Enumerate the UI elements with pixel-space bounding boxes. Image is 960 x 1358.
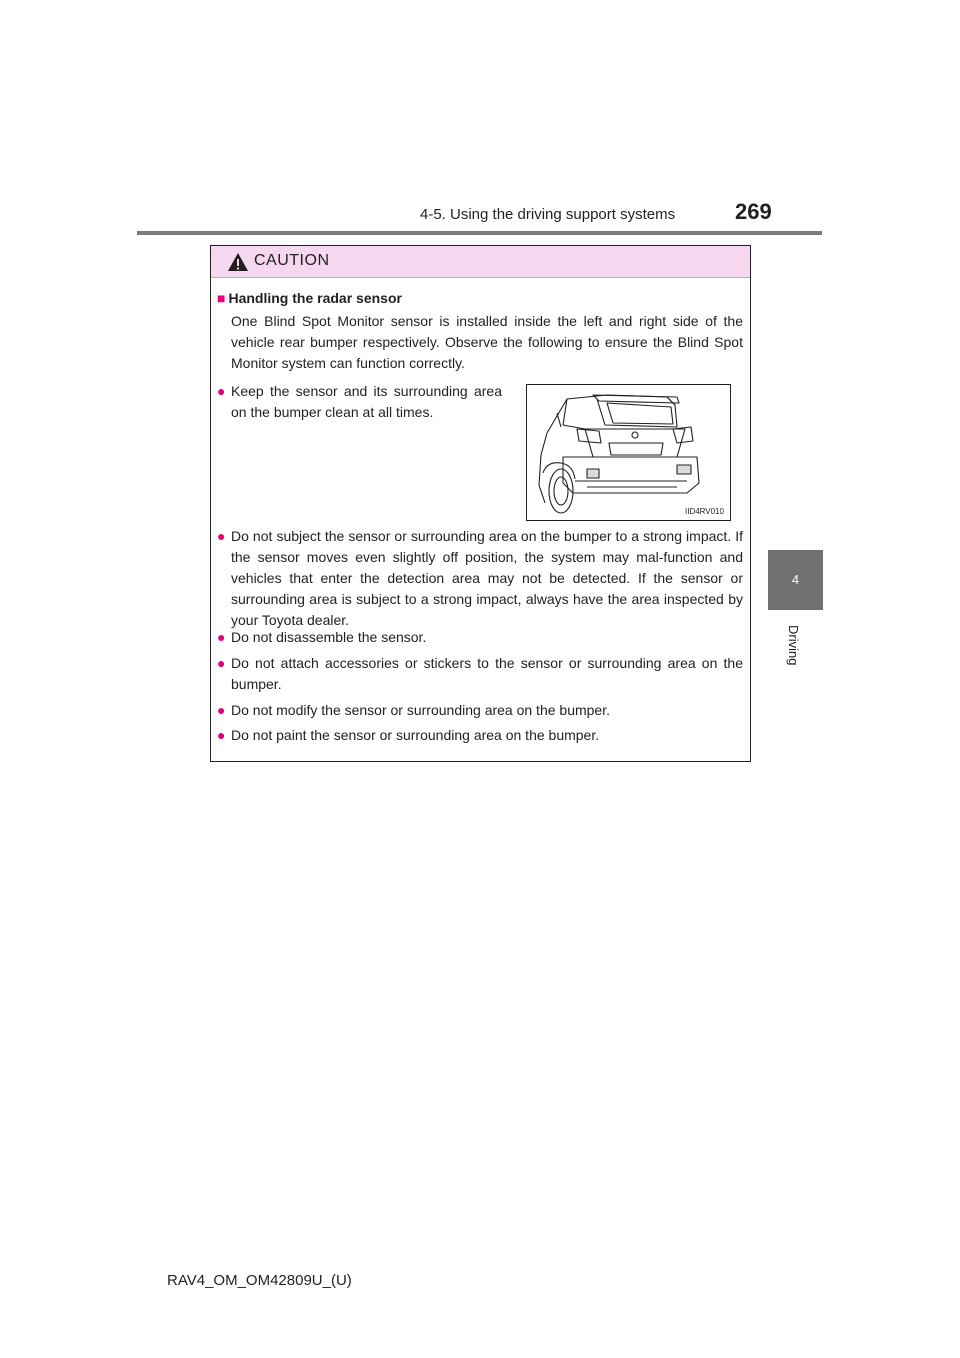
bullet-text: Do not paint the sensor or surrounding area on the bumper.	[231, 727, 600, 743]
caution-title: CAUTION	[254, 252, 330, 269]
chapter-tab	[768, 550, 823, 610]
bullet-item	[217, 653, 743, 695]
bullet-dot-icon: ●	[217, 383, 226, 399]
warning-icon	[227, 252, 249, 272]
rear-bumper-figure	[526, 384, 731, 521]
figure-code: IID4RV010	[685, 507, 724, 516]
bullet-text: Do not disassemble the sensor.	[231, 629, 427, 645]
bullet-text: Do not attach accessories or stickers to the sensor or surrounding area on the bumper.	[231, 655, 743, 692]
caution-box	[210, 245, 751, 762]
car-rear-illustration	[527, 385, 730, 520]
bullet-dot-icon: ●	[217, 629, 226, 645]
heading-text: Handling the radar sensor	[228, 290, 402, 306]
bullet-dot-icon: ●	[217, 702, 226, 718]
bullet-item	[217, 700, 743, 721]
intro-paragraph: One Blind Spot Monitor sensor is installed inside the left and right side of the vehicle rear bumper respectively. Observe the following to ensure the Blind Spot Monitor system can function correctly.	[231, 313, 743, 371]
bullet-dot-icon: ●	[217, 655, 226, 671]
page-number: 269	[735, 199, 772, 224]
bullet-dot-icon: ●	[217, 727, 226, 743]
chapter-number: 4	[791, 572, 800, 587]
bullet-item	[217, 381, 502, 423]
header-rule	[137, 231, 822, 235]
section-heading	[217, 290, 402, 306]
bullet-item	[217, 526, 743, 631]
bullet-text: Keep the sensor and its surrounding area on the bumper clean at all times.	[231, 383, 502, 420]
bullet-dot-icon: ●	[217, 528, 226, 544]
bullet-item	[217, 725, 743, 746]
chapter-label: Driving	[786, 625, 801, 666]
bullet-text: Do not subject the sensor or surrounding area on the bumper to a strong impact. If the sensor moves even slightly off position, the system may mal-function and vehicles that enter the detection area may not be detected. If the sensor or surrounding area is subject to a strong impact, always have the area inspected by your Toyota dealer.	[231, 528, 743, 628]
heading-square-icon: ■	[217, 290, 226, 306]
caution-bar	[211, 246, 750, 278]
bullet-item	[217, 627, 743, 648]
bullet-text: Do not modify the sensor or surrounding area on the bumper.	[231, 702, 610, 718]
footer-document-code: RAV4_OM_OM42809U_(U)	[167, 1272, 352, 1289]
header-section-title: 4-5. Using the driving support systems	[420, 206, 676, 223]
